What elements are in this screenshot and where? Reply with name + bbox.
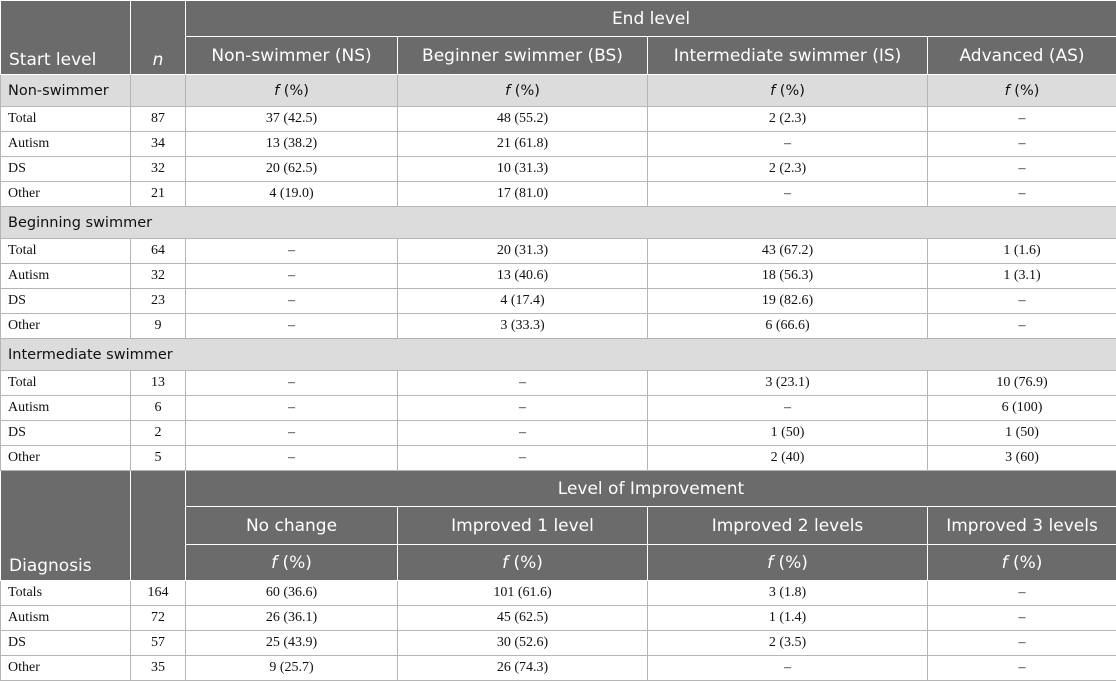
col-header-bs: Beginner swimmer (BS) <box>398 37 648 75</box>
value-cell: – <box>398 421 648 446</box>
freq-header: f (%) <box>928 75 1116 107</box>
table-row <box>1 314 1116 339</box>
value-cell: 6 (66.6) <box>648 314 928 339</box>
n-cell: 57 <box>131 631 186 656</box>
freq-header: f (%) <box>648 75 928 107</box>
group-cell: Autism <box>1 264 131 289</box>
col-header-ns: Non-swimmer (NS) <box>186 37 398 75</box>
value-cell: 20 (31.3) <box>398 239 648 264</box>
value-cell: – <box>648 132 928 157</box>
n-cell: 2 <box>131 421 186 446</box>
n-cell: 34 <box>131 132 186 157</box>
group-cell: DS <box>1 157 131 182</box>
n-cell: 72 <box>131 606 186 631</box>
group-cell: DS <box>1 289 131 314</box>
end-level-header: End level <box>186 1 1116 37</box>
group-cell: Autism <box>1 132 131 157</box>
n-cell: 32 <box>131 264 186 289</box>
empty-header-cell <box>131 471 186 581</box>
value-cell: 48 (55.2) <box>398 107 648 132</box>
table-row <box>1 107 1116 132</box>
value-cell: – <box>928 157 1116 182</box>
section-row <box>1 339 1116 371</box>
group-cell: DS <box>1 421 131 446</box>
n-cell: 21 <box>131 182 186 207</box>
table-row <box>1 446 1116 471</box>
table-row <box>1 264 1116 289</box>
table-row <box>1 182 1116 207</box>
value-cell: 6 (100) <box>928 396 1116 421</box>
value-cell: – <box>398 396 648 421</box>
table-row <box>1 289 1116 314</box>
group-cell: Autism <box>1 606 131 631</box>
freq-header: f (%) <box>398 545 648 581</box>
value-cell: 30 (52.6) <box>398 631 648 656</box>
value-cell: 9 (25.7) <box>186 656 398 681</box>
value-cell: – <box>186 239 398 264</box>
value-cell: 4 (17.4) <box>398 289 648 314</box>
value-cell: – <box>928 581 1116 606</box>
section-row <box>1 207 1116 239</box>
value-cell: – <box>648 396 928 421</box>
table-row <box>1 631 1116 656</box>
value-cell: – <box>398 446 648 471</box>
value-cell: 2 (2.3) <box>648 107 928 132</box>
value-cell: 45 (62.5) <box>398 606 648 631</box>
value-cell: 17 (81.0) <box>398 182 648 207</box>
freq-header: f (%) <box>398 75 648 107</box>
value-cell: 18 (56.3) <box>648 264 928 289</box>
n-cell: 32 <box>131 157 186 182</box>
n-cell: 64 <box>131 239 186 264</box>
table-row <box>1 371 1116 396</box>
group-cell: Total <box>1 239 131 264</box>
col-header-no-change: No change <box>186 507 398 545</box>
n-cell: 9 <box>131 314 186 339</box>
n-cell: 6 <box>131 396 186 421</box>
table-row <box>1 239 1116 264</box>
col-header-improved-2: Improved 2 levels <box>648 507 928 545</box>
n-cell: 87 <box>131 107 186 132</box>
value-cell: 13 (38.2) <box>186 132 398 157</box>
improvement-header-row-1 <box>1 471 1116 507</box>
value-cell: 13 (40.6) <box>398 264 648 289</box>
table-row <box>1 606 1116 631</box>
value-cell: 2 (40) <box>648 446 928 471</box>
value-cell: 10 (31.3) <box>398 157 648 182</box>
section-label: Non-swimmer <box>1 75 131 107</box>
section-label: Beginning swimmer <box>1 207 1116 239</box>
value-cell: 37 (42.5) <box>186 107 398 132</box>
group-cell: DS <box>1 631 131 656</box>
start-level-header: Start level <box>1 1 131 75</box>
value-cell: 1 (1.6) <box>928 239 1116 264</box>
value-cell: 20 (62.5) <box>186 157 398 182</box>
group-cell: Totals <box>1 581 131 606</box>
value-cell: 1 (50) <box>928 421 1116 446</box>
group-cell: Other <box>1 656 131 681</box>
n-header: n <box>131 1 186 75</box>
n-cell: 13 <box>131 371 186 396</box>
col-header-improved-1: Improved 1 level <box>398 507 648 545</box>
level-of-improvement-header: Level of Improvement <box>186 471 1116 507</box>
value-cell: 3 (60) <box>928 446 1116 471</box>
value-cell: 3 (23.1) <box>648 371 928 396</box>
n-cell: 23 <box>131 289 186 314</box>
diagnosis-header: Diagnosis <box>1 471 131 581</box>
group-cell: Other <box>1 182 131 207</box>
value-cell: 25 (43.9) <box>186 631 398 656</box>
table-row <box>1 421 1116 446</box>
value-cell: 1 (50) <box>648 421 928 446</box>
freq-header: f (%) <box>186 75 398 107</box>
col-header-is: Intermediate swimmer (IS) <box>648 37 928 75</box>
value-cell: – <box>648 656 928 681</box>
value-cell: 10 (76.9) <box>928 371 1116 396</box>
value-cell: 4 (19.0) <box>186 182 398 207</box>
value-cell: – <box>928 107 1116 132</box>
empty-cell <box>131 75 186 107</box>
value-cell: – <box>186 314 398 339</box>
freq-header: f (%) <box>186 545 398 581</box>
col-header-improved-3: Improved 3 levels <box>928 507 1116 545</box>
n-cell: 164 <box>131 581 186 606</box>
value-cell: – <box>186 421 398 446</box>
value-cell: – <box>928 631 1116 656</box>
value-cell: 19 (82.6) <box>648 289 928 314</box>
value-cell: 60 (36.6) <box>186 581 398 606</box>
section-row <box>1 75 1116 107</box>
table-row <box>1 157 1116 182</box>
group-cell: Total <box>1 107 131 132</box>
value-cell: – <box>928 132 1116 157</box>
value-cell: – <box>928 289 1116 314</box>
value-cell: 43 (67.2) <box>648 239 928 264</box>
header-row-1 <box>1 1 1116 37</box>
n-cell: 35 <box>131 656 186 681</box>
table-row <box>1 581 1116 606</box>
value-cell: 26 (36.1) <box>186 606 398 631</box>
section-label: Intermediate swimmer <box>1 339 1116 371</box>
freq-header: f (%) <box>928 545 1116 581</box>
table-row <box>1 656 1116 681</box>
value-cell: 101 (61.6) <box>398 581 648 606</box>
value-cell: 26 (74.3) <box>398 656 648 681</box>
value-cell: – <box>398 371 648 396</box>
value-cell: 2 (2.3) <box>648 157 928 182</box>
value-cell: – <box>928 314 1116 339</box>
value-cell: – <box>928 182 1116 207</box>
group-cell: Other <box>1 446 131 471</box>
value-cell: – <box>928 656 1116 681</box>
table-row <box>1 132 1116 157</box>
value-cell: – <box>648 182 928 207</box>
value-cell: 1 (3.1) <box>928 264 1116 289</box>
value-cell: – <box>186 289 398 314</box>
value-cell: 1 (1.4) <box>648 606 928 631</box>
value-cell: 2 (3.5) <box>648 631 928 656</box>
group-cell: Total <box>1 371 131 396</box>
value-cell: – <box>186 371 398 396</box>
value-cell: 3 (33.3) <box>398 314 648 339</box>
group-cell: Other <box>1 314 131 339</box>
n-cell: 5 <box>131 446 186 471</box>
value-cell: – <box>186 446 398 471</box>
value-cell: – <box>186 264 398 289</box>
value-cell: – <box>186 396 398 421</box>
value-cell: – <box>928 606 1116 631</box>
table-row <box>1 396 1116 421</box>
value-cell: 21 (61.8) <box>398 132 648 157</box>
col-header-as: Advanced (AS) <box>928 37 1116 75</box>
value-cell: 3 (1.8) <box>648 581 928 606</box>
group-cell: Autism <box>1 396 131 421</box>
freq-header: f (%) <box>648 545 928 581</box>
